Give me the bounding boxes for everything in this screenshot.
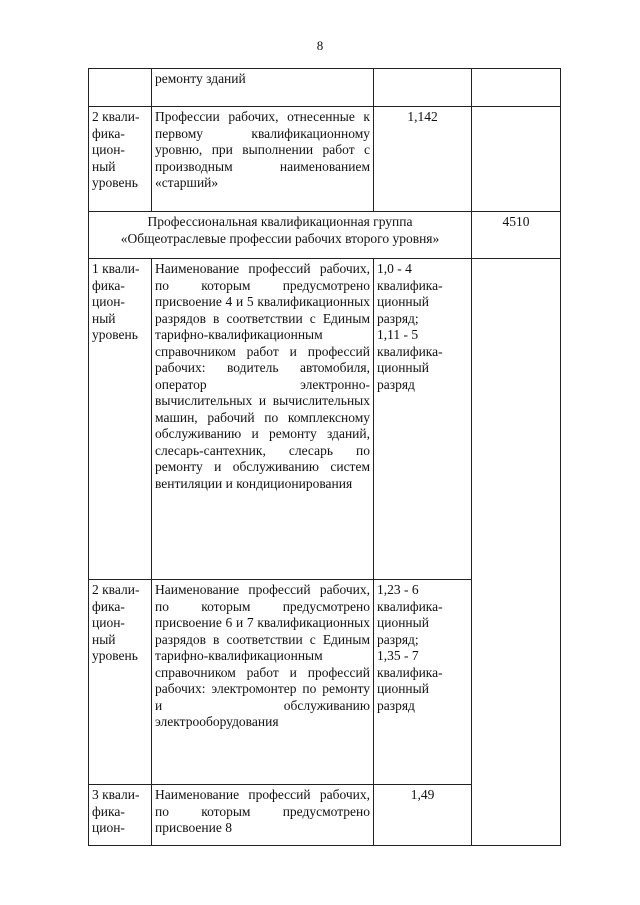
level-cell: 3 квали- фика- цион-: [89, 785, 152, 846]
level-cell: [89, 69, 152, 107]
description-cell: Наименование профессий рабочих, по которым предусмотрено присвоение 4 и 5 квалификационных разрядов в соответствии с Единым тарифно-квалификационным справочником работ и профессий рабочих: водитель автомобиля, оператор электронно-вычислительных и вычислительных машин, рабочий по комплексному обслуживанию и ремонту зданий, слесарь-сантехник, слесарь по ремонту и обслуживанию систем вентиляции и кондиционирования: [152, 259, 374, 580]
group-salary-code: 4510: [472, 212, 561, 259]
description-cell: Наименование профессий рабочих, по которым предусмотрено присвоение 8: [152, 785, 374, 846]
group-header-row: [89, 212, 561, 259]
page-number: 8: [316, 38, 324, 53]
coefficient-cell: [374, 69, 472, 107]
table-row: [89, 259, 561, 580]
level-cell: 2 квали- фика- цион- ный уровень: [89, 107, 152, 212]
salary-cell: [472, 259, 561, 846]
coefficient-cell: 1,142: [374, 107, 472, 212]
table-row: [89, 107, 561, 212]
level-cell: 2 квали- фика- цион- ный уровень: [89, 580, 152, 785]
coefficient-cell: 1,49: [374, 785, 472, 846]
description-cell: Профессии рабочих, отнесенные к первому квалификационному уровню, при выполнении работ с производным наименованием «старший»: [152, 107, 374, 212]
group-title: Профессиональная квалификационная группа «Общеотраслевые профессии рабочих второго уровня»: [89, 212, 472, 259]
salary-cell: [472, 107, 561, 212]
coefficient-cell: 1,0 - 4 квалифика- ционный разряд; 1,11 - 5 квалифика- ционный разряд: [374, 259, 472, 580]
description-cell: ремонту зданий: [152, 69, 374, 107]
qualification-table: [88, 68, 561, 846]
level-cell: 1 квали- фика- цион- ный уровень: [89, 259, 152, 580]
description-cell: Наименование профессий рабочих, по которым предусмотрено присвоение 6 и 7 квалификационных разрядов в соответствии с Единым тарифно-квалификационным справочником работ и профессий рабочих: электромонтер по ремонту и обслуживанию электрооборудования: [152, 580, 374, 785]
salary-cell: [472, 69, 561, 107]
table-row: [89, 69, 561, 107]
coefficient-cell: 1,23 - 6 квалифика- ционный разряд; 1,35 - 7 квалифика- ционный разряд: [374, 580, 472, 785]
